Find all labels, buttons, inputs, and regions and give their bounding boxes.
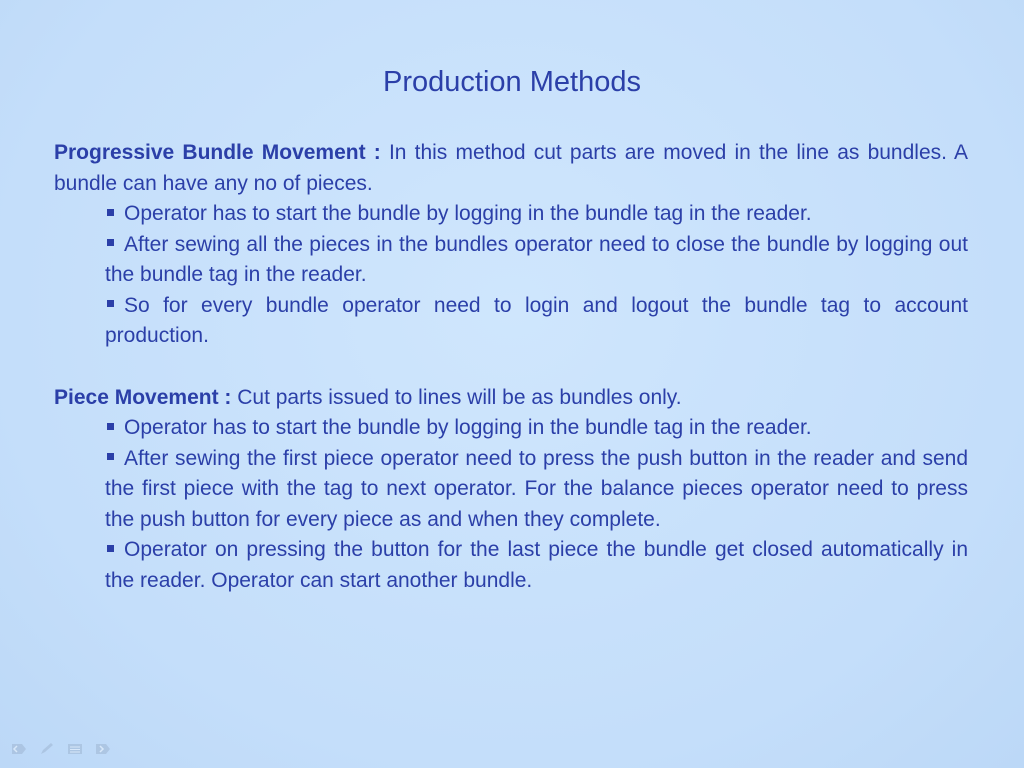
square-bullet-icon bbox=[107, 209, 114, 216]
spacer bbox=[54, 352, 968, 383]
bullet-text: Operator on pressing the button for the last piece the bundle get closed automatically in the reader. Operator can start another bundle. bbox=[105, 538, 968, 592]
bullet-item bbox=[105, 230, 968, 291]
bullet-item bbox=[105, 199, 968, 230]
bullet-item bbox=[105, 291, 968, 352]
square-bullet-icon bbox=[107, 300, 114, 307]
bullet-text: After sewing the first piece operator need to press the push button in the reader and send the first piece with the tag to next operator. For the balance pieces operator need to press the push button for every piece as and when they complete. bbox=[105, 446, 968, 531]
square-bullet-icon bbox=[107, 239, 114, 246]
square-bullet-icon bbox=[107, 423, 114, 430]
slide-content bbox=[54, 138, 968, 596]
section-intro: In this method cut parts are moved in the line as bundles. A bundle can have any no of pieces. bbox=[54, 141, 968, 195]
bullet-text: So for every bundle operator need to login and logout the bundle tag to account production. bbox=[105, 293, 968, 347]
section-heading: Progressive Bundle Movement : bbox=[54, 141, 381, 164]
bullet-text: Operator has to start the bundle by logging in the bundle tag in the reader. bbox=[124, 416, 812, 439]
section-paragraph bbox=[54, 138, 968, 199]
section-intro: Cut parts issued to lines will be as bundles only. bbox=[231, 385, 682, 409]
slide-menu-icon[interactable] bbox=[66, 742, 84, 756]
previous-slide-icon[interactable] bbox=[10, 742, 28, 756]
section-paragraph bbox=[54, 383, 968, 414]
pen-icon[interactable] bbox=[38, 742, 56, 756]
bullet-text: After sewing all the pieces in the bundles operator need to close the bundle by logging out the bundle tag in the reader. bbox=[105, 232, 968, 286]
bullet-item bbox=[105, 413, 968, 444]
bullet-item bbox=[105, 444, 968, 536]
bullet-list bbox=[54, 413, 968, 596]
slide-title: Production Methods bbox=[383, 66, 641, 98]
section-heading: Piece Movement : bbox=[54, 385, 232, 409]
bullet-item bbox=[105, 535, 968, 596]
square-bullet-icon bbox=[107, 453, 114, 460]
bullet-text: Operator has to start the bundle by logging in the bundle tag in the reader. bbox=[124, 202, 812, 225]
slideshow-nav bbox=[10, 742, 112, 756]
bullet-list bbox=[54, 199, 968, 352]
square-bullet-icon bbox=[107, 545, 114, 552]
next-slide-icon[interactable] bbox=[94, 742, 112, 756]
